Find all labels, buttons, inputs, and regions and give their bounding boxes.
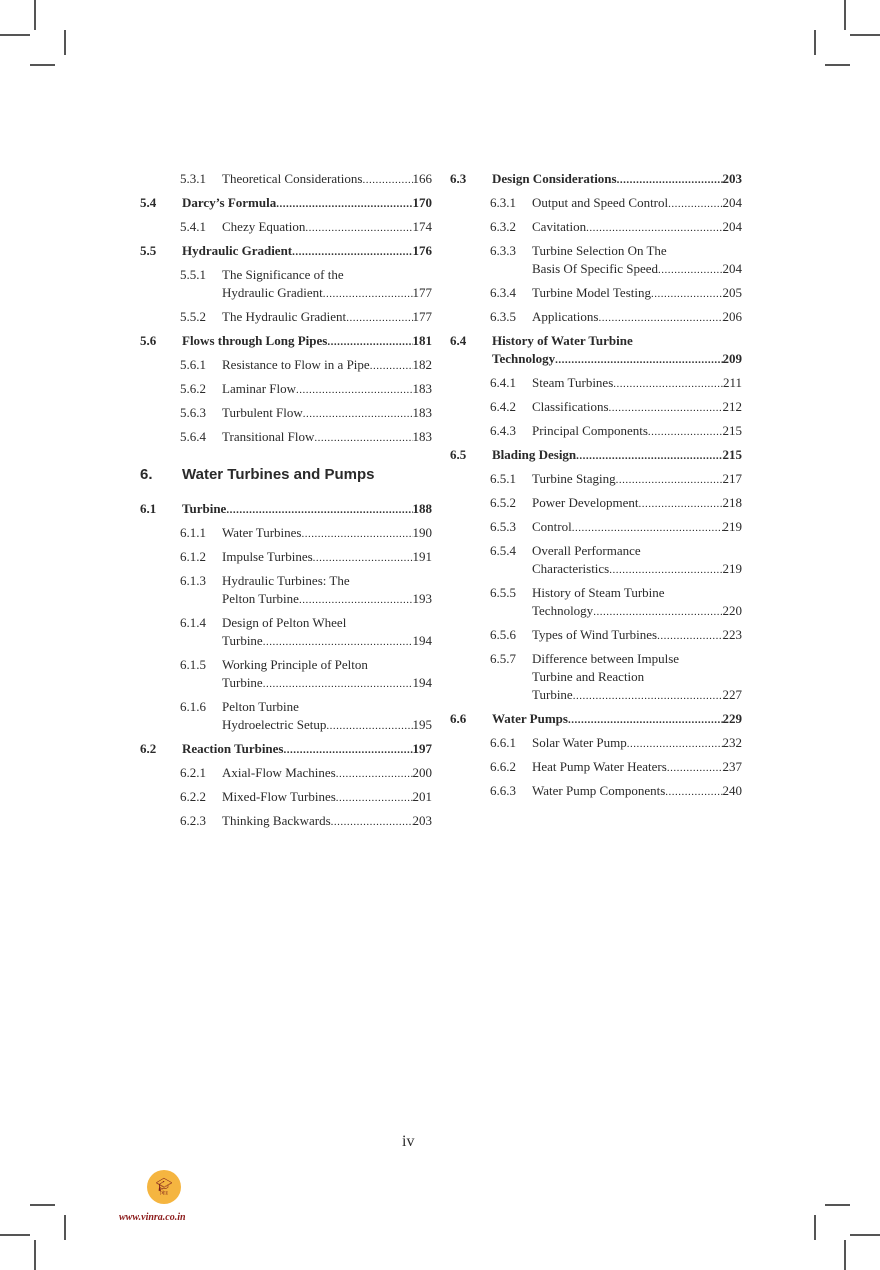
crop-mark xyxy=(34,1240,36,1270)
toc-entry-number: 5.6.1 xyxy=(180,357,206,372)
dot-leader xyxy=(284,741,413,759)
dot-leader xyxy=(327,333,412,351)
toc-entry-number: 6.4.2 xyxy=(490,399,516,414)
toc-entry-title: History of Water Turbine xyxy=(492,333,633,348)
dot-leader xyxy=(651,285,723,303)
toc-entry-page: 183 xyxy=(412,381,432,396)
toc-entry-page: 206 xyxy=(722,309,742,324)
toc-entry-number: 5.6.2 xyxy=(180,381,206,396)
toc-entry-page: 190 xyxy=(412,525,432,540)
toc-entry-title: Basis Of Specific Speed xyxy=(532,261,659,276)
dot-leader xyxy=(613,375,723,393)
toc-entry-page: 203 xyxy=(412,813,432,828)
toc-entry-title: History of Steam Turbine xyxy=(532,585,665,600)
toc-entry-page: 170 xyxy=(412,195,432,210)
toc-entry-page: 227 xyxy=(722,687,742,702)
dot-leader xyxy=(586,219,722,237)
dot-leader xyxy=(658,261,722,279)
toc-entry-page: 193 xyxy=(412,591,432,606)
crop-mark xyxy=(850,1234,880,1236)
toc-entry-page: 205 xyxy=(722,285,742,300)
dot-leader xyxy=(336,789,413,807)
dot-leader xyxy=(657,627,722,645)
toc-entry-title: Mixed-Flow Turbines xyxy=(222,789,336,804)
toc-entry-number: 6.5 xyxy=(450,447,467,462)
toc-entry-page: 232 xyxy=(722,735,742,750)
toc-entry-title: Overall Performance xyxy=(532,543,641,558)
toc-entry-title: Impulse Turbines xyxy=(222,549,313,564)
dot-leader xyxy=(568,711,723,729)
toc-entry-page: 201 xyxy=(412,789,432,804)
toc-entry-title: Power Development xyxy=(532,495,639,510)
crop-mark xyxy=(844,1240,846,1270)
dot-leader xyxy=(292,243,412,261)
toc-entry-page: 204 xyxy=(722,195,742,210)
toc-entry-number: 6.1 xyxy=(140,501,157,516)
crop-mark xyxy=(814,1215,816,1240)
toc-entry-page: 212 xyxy=(722,399,742,414)
toc-entry-page: 209 xyxy=(722,351,742,366)
toc-entry-number: 6.1.6 xyxy=(180,699,206,714)
dot-leader xyxy=(616,471,723,489)
toc-entry-title: Technology xyxy=(492,351,556,366)
toc-entry-page: 194 xyxy=(412,633,432,648)
crop-mark xyxy=(64,30,66,55)
toc-entry-page: 204 xyxy=(722,219,742,234)
toc-entry-number: 6.6 xyxy=(450,711,467,726)
toc-entry-title: Applications xyxy=(532,309,599,324)
toc-entry-page: 237 xyxy=(722,759,742,774)
toc-entry-title: Water Turbines xyxy=(222,525,302,540)
crop-mark xyxy=(0,34,30,36)
dot-leader xyxy=(305,219,412,237)
toc-entry-number: 5.4 xyxy=(140,195,157,210)
toc-entry-page: 182 xyxy=(412,357,432,372)
dot-leader xyxy=(303,405,413,423)
toc-entry-title: Theoretical Considerations xyxy=(222,171,363,186)
toc-entry-title: Classifications xyxy=(532,399,609,414)
graduation-cap-icon: 🎓︎ xyxy=(155,1176,173,1192)
dot-leader xyxy=(296,381,412,399)
dot-leader xyxy=(346,309,412,327)
toc-entry-number: 6.2 xyxy=(140,741,157,756)
toc-entry-number: 6.5.2 xyxy=(490,495,516,510)
toc-entry-title: Turbine Staging xyxy=(532,471,616,486)
dot-leader xyxy=(314,429,412,447)
toc-entry-page: 188 xyxy=(412,501,432,516)
toc-entry-number: 6.5.3 xyxy=(490,519,516,534)
toc-entry-page: 174 xyxy=(412,219,432,234)
toc-entry-title: Difference between Impulse xyxy=(532,651,680,666)
toc-entry-title: Turbine xyxy=(182,501,227,516)
dot-leader xyxy=(226,501,412,519)
toc-entry-title: Hydraulic Gradient xyxy=(222,285,323,300)
dot-leader xyxy=(593,603,722,621)
toc-entry-page: 176 xyxy=(412,243,432,258)
toc-entry-title: Transitional Flow xyxy=(222,429,315,444)
dot-leader xyxy=(276,195,412,213)
toc-entry-page: 211 xyxy=(722,375,742,390)
toc-entry-number: 6.1.2 xyxy=(180,549,206,564)
toc-entry-number: 6.5.5 xyxy=(490,585,516,600)
toc-entry-number: 6.1.1 xyxy=(180,525,206,540)
toc-entry-number: 5.5.2 xyxy=(180,309,206,324)
toc-entry-number: 6.3.1 xyxy=(490,195,516,210)
website-url[interactable]: www.vinra.co.in xyxy=(119,1212,186,1223)
toc-entry-title: Laminar Flow xyxy=(222,381,297,396)
toc-entry-title: Solar Water Pump xyxy=(532,735,627,750)
dot-leader xyxy=(263,633,413,651)
toc-entry-page: 203 xyxy=(722,171,742,186)
dot-leader xyxy=(598,309,722,327)
toc-entry-title: Flows through Long Pipes xyxy=(182,333,328,348)
toc-entry-title: Cavitation xyxy=(532,219,587,234)
dot-leader xyxy=(609,561,722,579)
toc-entry-number: 6.6.1 xyxy=(490,735,516,750)
dot-leader xyxy=(668,195,722,213)
crop-mark xyxy=(825,64,850,66)
dot-leader xyxy=(617,171,723,189)
toc-entry-page: 240 xyxy=(722,783,742,798)
toc-entry-title: Control xyxy=(532,519,572,534)
dot-leader xyxy=(301,525,412,543)
toc-entry-title: Water Pump Components xyxy=(532,783,666,798)
toc-entry-page: 218 xyxy=(722,495,742,510)
toc-entry-page: 181 xyxy=(412,333,432,348)
crop-mark xyxy=(814,30,816,55)
page-number: iv xyxy=(402,1133,415,1150)
toc-entry-title: Water Pumps xyxy=(492,711,568,726)
toc-entry-number: 6.3.5 xyxy=(490,309,516,324)
toc-entry-page: 223 xyxy=(722,627,742,642)
toc-entry-page: 197 xyxy=(412,741,432,756)
toc-entry-page: 177 xyxy=(412,285,432,300)
toc-entry-page: 166 xyxy=(412,171,432,186)
dot-leader xyxy=(576,447,722,465)
toc-entry-title: Design of Pelton Wheel xyxy=(222,615,347,630)
toc-entry-page: 177 xyxy=(412,309,432,324)
toc-entry-number: 6.5.4 xyxy=(490,543,516,558)
toc-entry-title: Turbine xyxy=(222,633,263,648)
toc-entry-number: 6.2.1 xyxy=(180,765,206,780)
dot-leader xyxy=(326,717,412,735)
toc-entry-title: Characteristics xyxy=(532,561,610,576)
toc-entry-number: 6.1.3 xyxy=(180,573,206,588)
toc-entry-number: 6.3.3 xyxy=(490,243,516,258)
crop-mark xyxy=(64,1215,66,1240)
toc-entry-page: 215 xyxy=(722,447,742,462)
dot-leader xyxy=(370,357,413,375)
logo-text: ৰিঃ xyxy=(159,1190,169,1197)
toc-entry-title: Turbine xyxy=(532,687,573,702)
toc-entry-page: 219 xyxy=(722,519,742,534)
toc-entry-title: Blading Design xyxy=(492,447,577,462)
toc-entry-page: 217 xyxy=(722,471,742,486)
toc-entry-number: 5.6.3 xyxy=(180,405,206,420)
dot-leader xyxy=(627,735,723,753)
toc-entry-title: Turbulent Flow xyxy=(222,405,303,420)
toc-entry-page: 195 xyxy=(412,717,432,732)
toc-entry-title: Turbine xyxy=(222,675,263,690)
dot-leader xyxy=(665,783,722,801)
toc-entry-title: Axial-Flow Machines xyxy=(222,765,336,780)
crop-mark xyxy=(30,1204,55,1206)
toc-entry-page: 183 xyxy=(412,429,432,444)
chapter-title: Water Turbines and Pumps xyxy=(182,466,375,483)
toc-entry-page: 183 xyxy=(412,405,432,420)
toc-entry-page: 215 xyxy=(722,423,742,438)
toc-entry-page: 191 xyxy=(412,549,432,564)
dot-leader xyxy=(313,549,413,567)
dot-leader xyxy=(299,591,413,609)
toc-entry-title: Thinking Backwards xyxy=(222,813,331,828)
toc-entry-number: 5.6.4 xyxy=(180,429,206,444)
toc-entry-number: 5.5 xyxy=(140,243,157,258)
toc-entry-page: 200 xyxy=(412,765,432,780)
toc-entry-page: 204 xyxy=(722,261,742,276)
toc-entry-number: 5.3.1 xyxy=(180,171,206,186)
toc-entry-title: Pelton Turbine xyxy=(222,591,299,606)
toc-entry-number: 5.6 xyxy=(140,333,157,348)
toc-entry-page: 229 xyxy=(722,711,742,726)
toc-entry-number: 5.4.1 xyxy=(180,219,206,234)
toc-entry-number: 6.5.6 xyxy=(490,627,516,642)
toc-entry-number: 6.4.1 xyxy=(490,375,516,390)
toc-entry-number: 6.3.2 xyxy=(490,219,516,234)
toc-entry-number: 5.5.1 xyxy=(180,267,206,282)
toc-entry-number: 6.3.4 xyxy=(490,285,516,300)
crop-mark xyxy=(844,0,846,30)
toc-entry-number: 6.5.7 xyxy=(490,651,516,666)
toc-entry-title: Pelton Turbine xyxy=(222,699,299,714)
toc-entry-title: Hydraulic Turbines: The xyxy=(222,573,350,588)
toc-entry-title: Types of Wind Turbines xyxy=(532,627,658,642)
toc-entry-number: 6.3 xyxy=(450,171,467,186)
toc-entry-number: 6.4.3 xyxy=(490,423,516,438)
toc-entry-number: 6.1.4 xyxy=(180,615,206,630)
toc-entry-title: Hydroelectric Setup xyxy=(222,717,327,732)
crop-mark xyxy=(825,1204,850,1206)
dot-leader xyxy=(648,423,723,441)
chapter-number: 6. xyxy=(140,466,153,483)
toc-entry-title: Turbine Model Testing xyxy=(532,285,651,300)
dot-leader xyxy=(667,759,723,777)
toc-entry-page: 219 xyxy=(722,561,742,576)
dot-leader xyxy=(323,285,413,303)
toc-entry-number: 6.1.5 xyxy=(180,657,206,672)
toc-entry-number: 6.6.2 xyxy=(490,759,516,774)
toc-entry-title: Reaction Turbines xyxy=(182,741,284,756)
toc-entry-page: 220 xyxy=(722,603,742,618)
toc-entry-title: Heat Pump Water Heaters xyxy=(532,759,667,774)
toc-entry-title: Technology xyxy=(532,603,594,618)
crop-mark xyxy=(0,1234,30,1236)
toc-entry-title: The Significance of the xyxy=(222,267,344,282)
toc-entry-title: Working Principle of Pelton xyxy=(222,657,368,672)
toc-entry-title: Steam Turbines xyxy=(532,375,614,390)
toc-entry-title: Design Considerations xyxy=(492,171,617,186)
toc-entry-page: 194 xyxy=(412,675,432,690)
toc-entry-title: Resistance to Flow in a Pipe xyxy=(222,357,370,372)
toc-entry-title: Darcy’s Formula xyxy=(182,195,277,210)
toc-entry-number: 6.2.3 xyxy=(180,813,206,828)
toc-entry-title: Principal Components xyxy=(532,423,648,438)
dot-leader xyxy=(639,495,723,513)
dot-leader xyxy=(573,687,723,705)
publisher-logo xyxy=(147,1170,181,1204)
toc-entry-title: Output and Speed Control xyxy=(532,195,669,210)
dot-leader xyxy=(336,765,413,783)
chapter-heading xyxy=(140,466,375,483)
toc-entry-number: 6.6.3 xyxy=(490,783,516,798)
toc-entry-title: Chezy Equation xyxy=(222,219,306,234)
toc-entry-number: 6.4 xyxy=(450,333,467,348)
toc-entry-title: The Hydraulic Gradient xyxy=(222,309,347,324)
dot-leader xyxy=(362,171,412,189)
dot-leader xyxy=(555,351,722,369)
crop-mark xyxy=(30,64,55,66)
toc-entry-number: 6.2.2 xyxy=(180,789,206,804)
crop-mark xyxy=(34,0,36,30)
toc-entry-title: Hydraulic Gradient xyxy=(182,243,293,258)
toc-entry-number: 6.5.1 xyxy=(490,471,516,486)
crop-mark xyxy=(850,34,880,36)
dot-leader xyxy=(572,519,723,537)
toc-entry-title: Turbine Selection On The xyxy=(532,243,667,258)
dot-leader xyxy=(609,399,723,417)
toc-entry-title: Turbine and Reaction xyxy=(532,669,645,684)
dot-leader xyxy=(263,675,413,693)
dot-leader xyxy=(331,813,413,831)
